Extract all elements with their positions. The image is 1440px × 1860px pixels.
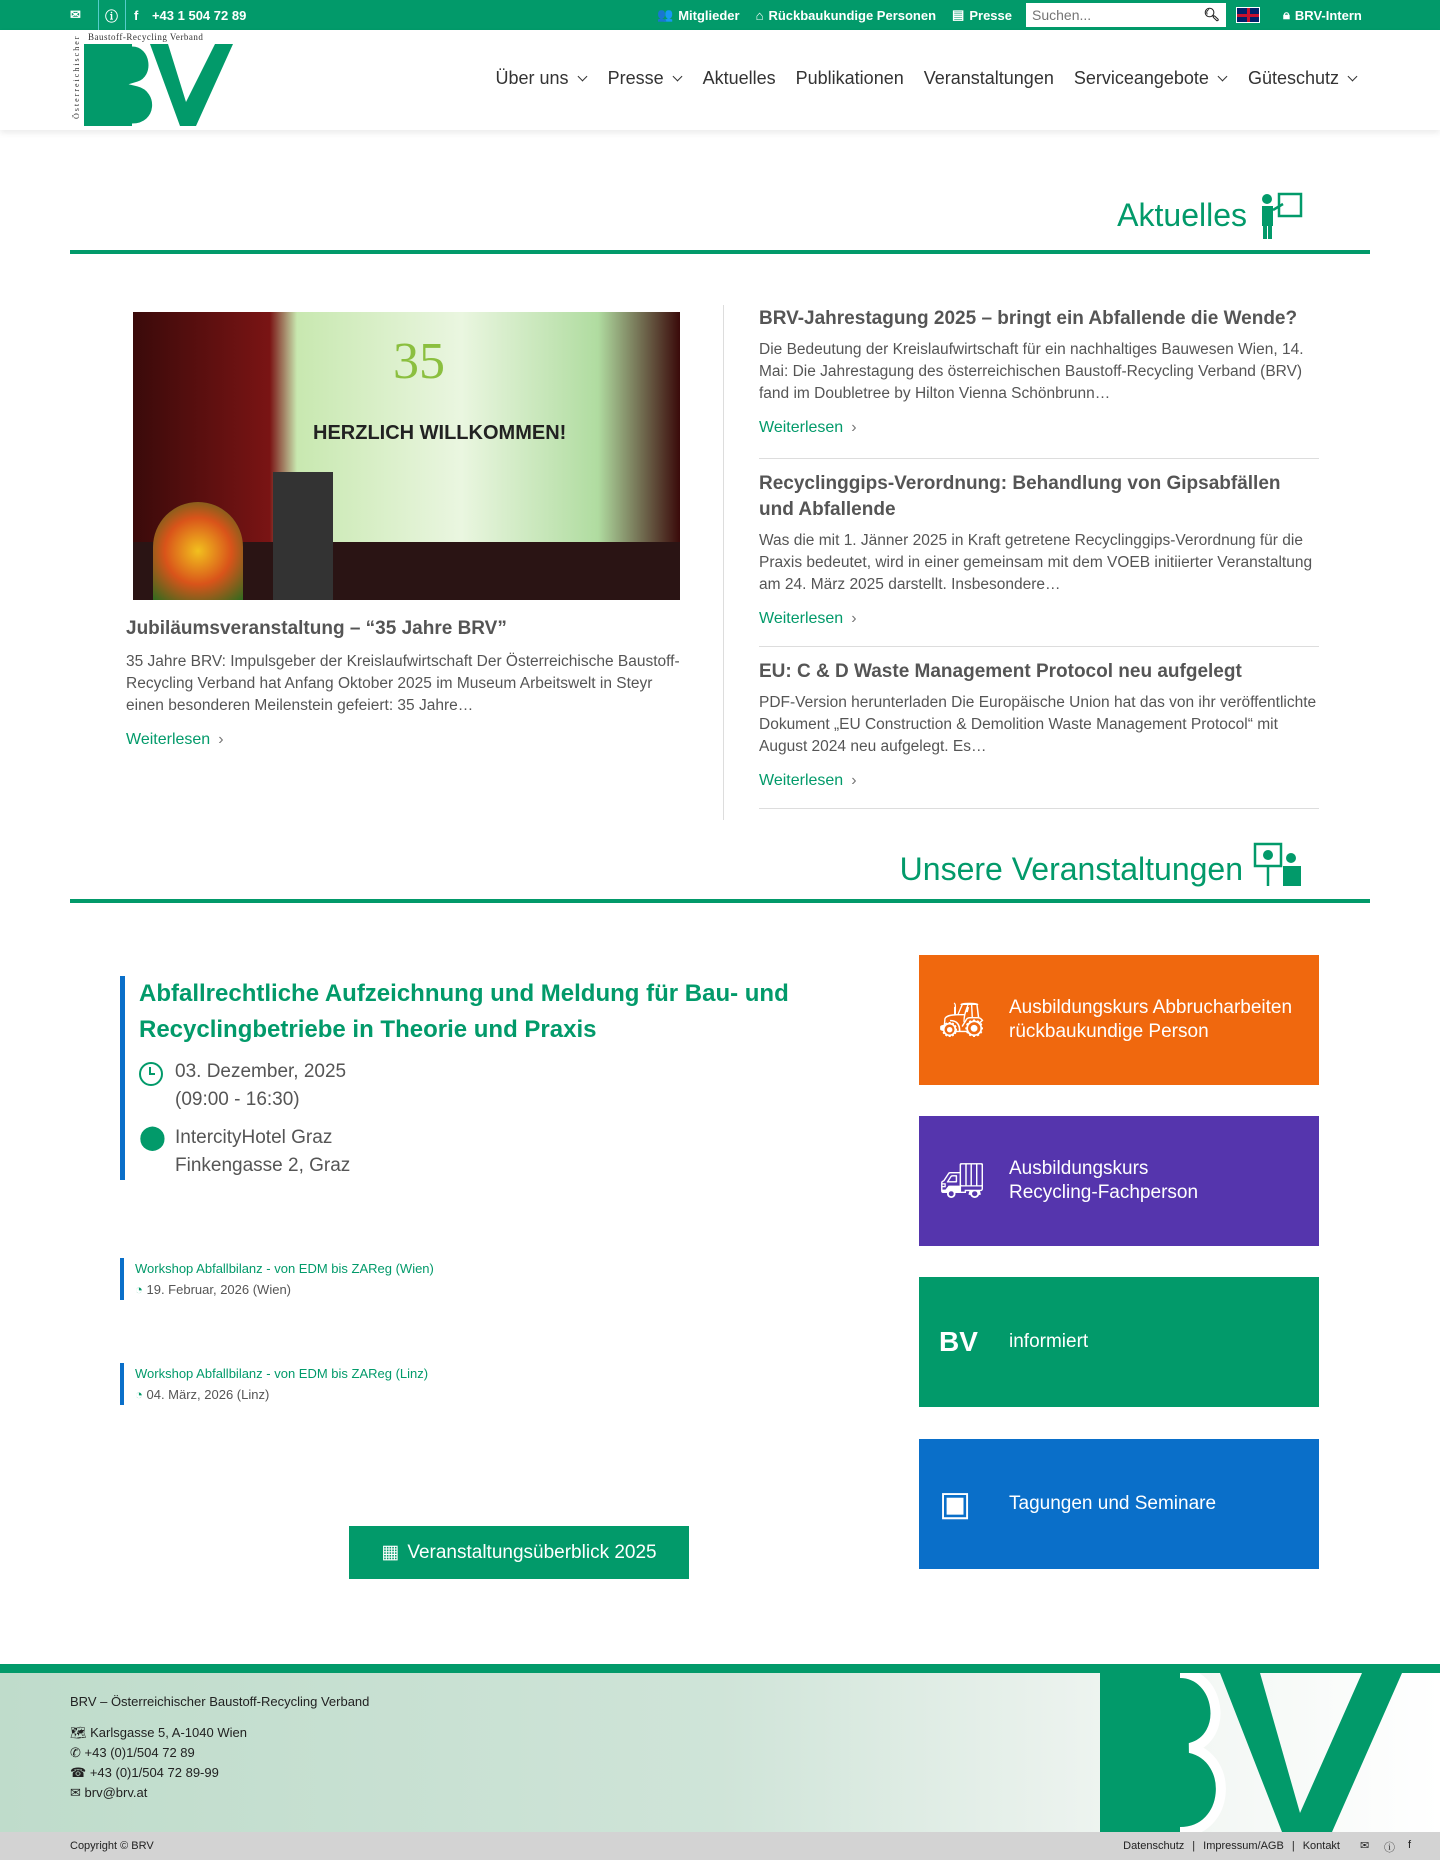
featured-article	[126, 616, 686, 749]
tile-recycling-fachperson[interactable]: 🚚︎ Ausbildungskurs Recycling-Fachperson	[919, 1116, 1319, 1246]
event-date: 19. Februar, 2026 (Wien)	[146, 1282, 292, 1297]
facebook-icon[interactable]: f	[1408, 1839, 1412, 1851]
anniversary-35: 35	[393, 333, 445, 390]
read-more-link[interactable]: Weiterlesen ›	[759, 772, 1319, 790]
brv-logo[interactable]: Baustoff-Recycling Verband Österreichischer	[70, 32, 235, 127]
link-separator: |	[1192, 1840, 1196, 1852]
nav-aktuelles[interactable]: Aktuelles	[702, 68, 776, 88]
phone-icon: ✆	[70, 1745, 81, 1760]
search-box	[1026, 3, 1226, 27]
event-item	[120, 1363, 428, 1405]
footer-address: 🗺︎ Karlsgasse 5, A-1040 Wien	[70, 1725, 247, 1740]
mail-icon[interactable]: ✉	[70, 7, 81, 22]
events-overview-button[interactable]: ▦ Veranstaltungsüberblick 2025	[349, 1526, 689, 1579]
event-title[interactable]: Abfallrechtliche Aufzeichnung und Meldung für Bau- und Recyclingbetriebe in Theorie und Praxis	[139, 980, 789, 1043]
featured-image[interactable]: HERZLICH WILLKOMMEN! 35	[133, 312, 680, 600]
newspaper-icon: ▤	[952, 7, 965, 22]
footer-org: BRV – Österreichischer Baustoff-Recycling Verband	[70, 1694, 370, 1709]
clock-icon: ◔	[135, 1282, 143, 1297]
news-item	[759, 647, 1319, 808]
footer-brv-logo	[1100, 1673, 1420, 1832]
excavator-icon: 🚜︎	[939, 999, 985, 1040]
flowers	[153, 502, 243, 600]
intern-link[interactable]: 🔒︎ BRV-Intern	[1283, 7, 1362, 23]
impressum-link[interactable]: Impressum/AGB	[1203, 1840, 1284, 1852]
lock-icon: 🔒︎	[1283, 7, 1290, 22]
lectern	[273, 472, 333, 600]
footer-bar	[0, 1664, 1440, 1673]
event-venue: IntercityHotel Graz	[175, 1127, 333, 1148]
logo-mark	[84, 44, 234, 126]
mail-icon[interactable]: ✉	[1360, 1840, 1370, 1852]
news-divider	[70, 250, 1370, 254]
brv-logo-icon: BV	[939, 1326, 978, 1357]
top-links	[657, 0, 1012, 30]
header	[0, 30, 1440, 130]
link-separator: |	[1291, 1840, 1295, 1852]
events-divider	[70, 899, 1370, 903]
news-title[interactable]: Recyclinggips-Verordnung: Behandlung von Gipsabfällen und Abfallende	[759, 473, 1281, 520]
separator	[759, 808, 1319, 809]
dump-truck-icon: 🚚︎	[939, 1160, 985, 1201]
event-link[interactable]: Workshop Abfallbilanz - von EDM bis ZAReg (Linz)	[135, 1366, 429, 1381]
footer-links	[1123, 1840, 1340, 1852]
featured-event	[120, 976, 820, 1180]
house-icon: ⌂	[755, 7, 764, 23]
presenter-icon	[1257, 190, 1305, 240]
nav-gueteschutz[interactable]: Güteschutz	[1248, 68, 1358, 89]
calendar-icon: ▦	[381, 1542, 400, 1563]
nav-serviceangebote[interactable]: Serviceangebote	[1074, 68, 1228, 89]
footer	[0, 1664, 1440, 1860]
news-excerpt: Was die mit 1. Jänner 2025 in Kraft getretene Recyclinggips-Verordnung für die Praxis bedeutet, wird in einer gemeinsam mit dem VOEB initiierter Veranstaltung am 24. März 2025 darstellt. Insbesondere…	[759, 532, 1313, 593]
search-input[interactable]	[1032, 7, 1192, 23]
news-excerpt: PDF-Version herunterladen Die Europäische Union hat das von ihr veröffentlichte Dokument „EU Construction & Demolition Waste Management Protocol“ mit August 2024 neu aufgelegt. Es…	[759, 694, 1317, 755]
featured-read-more[interactable]: Weiterlesen ›	[126, 731, 686, 749]
nav-publikationen[interactable]: Publikationen	[795, 68, 904, 88]
seminar-icon: ▣	[939, 1485, 972, 1523]
search-icon[interactable]: 🔍︎	[1203, 7, 1220, 22]
column-divider	[723, 305, 724, 820]
nav-ueber-uns[interactable]: Über uns	[496, 68, 588, 89]
press-link[interactable]: ▤ Presse	[952, 7, 1012, 23]
event-item	[120, 1258, 434, 1300]
main-nav	[496, 68, 1358, 89]
featured-excerpt: 35 Jahre BRV: Impulsgeber der Kreislaufwirtschaft Der Österreichische Baustoff-Recycling Verband hat Anfang Oktober 2025 im Museum Arbeitswelt in Steyr einen besonderen Meilenstein gefeiert: 35 Jahre…	[126, 653, 680, 714]
clock-icon	[139, 1062, 163, 1086]
nav-veranstaltungen[interactable]: Veranstaltungen	[923, 68, 1054, 88]
tile-abbrucharbeiten[interactable]: 🚜︎ Ausbildungskurs Abbrucharbeiten rückbaukundige Person	[919, 955, 1319, 1085]
news-title[interactable]: BRV-Jahrestagung 2025 – bringt ein Abfallende die Wende?	[759, 308, 1298, 329]
news-excerpt: Die Bedeutung der Kreislaufwirtschaft für ein nachhaltiges Bauwesen Wien, 14. Mai: Die Jahrestagung des österreichischen Baustoff-Recycling Verband (BRV) fand im Doubletree by Hilton Vienna Schönbrunn…	[759, 341, 1304, 402]
featured-title[interactable]: Jubiläumsveranstaltung – “35 Jahre BRV”	[126, 618, 507, 639]
info-icon[interactable]: ⓘ	[1384, 1842, 1395, 1854]
location-pin-icon: ⬤	[139, 1124, 166, 1151]
uk-flag-icon[interactable]	[1236, 0, 1260, 30]
clock-icon: ◔	[135, 1387, 143, 1402]
events-heading: Unsere Veranstaltungen	[900, 842, 1305, 896]
copyright: Copyright © BRV	[70, 1840, 154, 1852]
news-item	[759, 306, 1319, 458]
seminar-icon	[1253, 842, 1305, 896]
datenschutz-link[interactable]: Datenschutz	[1123, 1840, 1185, 1852]
kontakt-link[interactable]: Kontakt	[1302, 1840, 1340, 1852]
news-item	[759, 459, 1319, 646]
news-list	[759, 306, 1319, 809]
fax-icon: ☎	[70, 1765, 87, 1780]
read-more-link[interactable]: Weiterlesen ›	[759, 610, 1319, 628]
event-link[interactable]: Workshop Abfallbilanz - von EDM bis ZAReg (Wien)	[135, 1261, 434, 1276]
top-bar	[0, 0, 1440, 30]
mail-icon: ✉	[70, 1785, 81, 1800]
info-icon[interactable]: ⓘ	[98, 0, 118, 30]
tile-tagungen[interactable]: ▣ Tagungen und Seminare	[919, 1439, 1319, 1569]
tile-informiert[interactable]: BV informiert	[919, 1277, 1319, 1407]
footer-fax: ☎ +43 (0)1/504 72 89-99	[70, 1765, 219, 1780]
event-date: 03. Dezember, 2025	[175, 1061, 347, 1082]
event-time: (09:00 - 16:30)	[175, 1089, 300, 1110]
map-icon: 🗺︎	[70, 1725, 87, 1740]
phone-link[interactable]: f +43 1 504 72 89	[125, 0, 246, 30]
footer-email[interactable]: ✉ brv@brv.at	[70, 1785, 148, 1800]
news-heading: Aktuelles	[1117, 190, 1305, 240]
footer-bottom	[0, 1832, 1440, 1860]
event-date: 04. März, 2026 (Linz)	[146, 1387, 270, 1402]
footer-phone[interactable]: ✆ +43 (0)1/504 72 89	[70, 1745, 195, 1760]
event-address: Finkengasse 2, Graz	[175, 1155, 351, 1176]
news-title[interactable]: EU: C & D Waste Management Protocol neu aufgelegt	[759, 661, 1242, 682]
read-more-link[interactable]: Weiterlesen ›	[759, 419, 1319, 437]
members-link[interactable]: 👥 Mitglieder	[657, 7, 740, 23]
members-icon: 👥	[657, 7, 674, 22]
facebook-icon[interactable]: f	[134, 7, 139, 23]
nav-presse[interactable]: Presse	[608, 68, 683, 89]
persons-link[interactable]: ⌂ Rückbaukundige Personen	[755, 7, 937, 23]
